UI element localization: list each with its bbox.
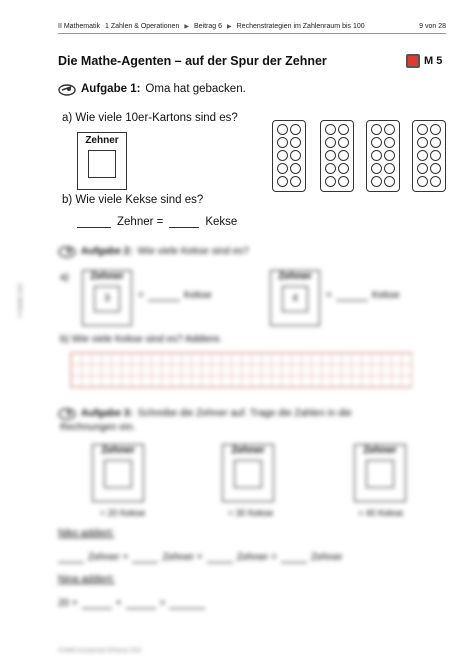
task1-text: Oma hat gebacken. [145, 83, 246, 95]
answer-blank[interactable] [82, 598, 112, 609]
task1-label: Aufgabe 1: [81, 83, 141, 95]
zehner-box [270, 270, 320, 326]
task3-heading [58, 406, 352, 420]
magnifier-agent-icon [58, 244, 76, 258]
zehner-count: 3 [94, 286, 120, 312]
task2-part-a: a) [60, 272, 69, 283]
task3-text-1: Schreibe die Zehner auf. Trage die Zahlen in die [137, 407, 352, 419]
task2-eq1: = Kekse [138, 290, 212, 301]
zehner-box: Zehner [222, 444, 274, 502]
task2-label: Aufgabe 2: [81, 245, 133, 257]
zehner-box-label: Zehner [85, 135, 119, 146]
breadcrumb-article: Beitrag 6 [193, 23, 222, 30]
zehner-box: Zehner [92, 444, 144, 502]
answer-blank[interactable] [281, 552, 307, 563]
answer-blank[interactable] [207, 552, 233, 563]
answer-blank[interactable] [132, 552, 158, 563]
magnifier-agent-icon [58, 406, 76, 420]
task3-text-2: Rechnungen ein. [60, 422, 136, 433]
task3-label: Aufgabe 3: [81, 407, 133, 419]
material-badge-label: M 5 [424, 55, 443, 67]
page-footer: 27/4060 Grundschule 6/Februar 2022 [58, 648, 142, 654]
zehner-count: 4 [282, 286, 308, 312]
zehner-box [82, 270, 132, 326]
niko-equation: Zehner + Zehner + Zehner = Zehner [58, 552, 343, 563]
task2-question-b: b) Wie viele Kekse sind es? Addiere. [60, 334, 223, 345]
answer-blank[interactable] [169, 598, 205, 609]
answer-blank[interactable] [126, 598, 156, 609]
breadcrumb-topic: Rechenstrategien im Zahlenraum bis 100 [236, 23, 365, 30]
arrow-right-icon: ▶ [184, 24, 189, 30]
eq-kekse-label: Kekse [205, 216, 238, 228]
task2-text: Wie viele Kekse sind es? [137, 245, 249, 257]
task2-heading [58, 244, 249, 258]
caption-30: = 30 Kekse [228, 508, 274, 518]
zehner-box-label: Zehner [90, 271, 124, 282]
nina-equation: 20 + + = [58, 598, 205, 609]
task2-eq2: = Kekse [326, 290, 400, 301]
task1-question-a: a) Wie viele 10er-Kartons sind es? [62, 112, 238, 124]
caption-40: = 40 Kekse [358, 508, 404, 518]
eq-zehner-label: Zehner = [117, 216, 164, 228]
answer-blank[interactable] [148, 290, 180, 301]
page-title: Die Mathe-Agenten – auf der Spur der Zehner [58, 54, 327, 68]
zehner-box: Zehner [354, 444, 406, 502]
answer-square[interactable] [366, 460, 394, 488]
zehner-box-label: Zehner [278, 271, 312, 282]
copyright-note: © RAABE 2022 [18, 283, 24, 318]
breadcrumb-chapter: 1 Zahlen & Operationen [105, 23, 180, 30]
answer-blank[interactable] [336, 290, 368, 301]
caption-20: = 20 Kekse [100, 508, 146, 518]
arrow-right-icon: ▶ [227, 24, 232, 30]
page-counter: 9 von 28 [419, 23, 446, 30]
nina-label: Nina addiert: [58, 574, 115, 585]
task1-question-b: b) Wie viele Kekse sind es? [62, 194, 204, 206]
breadcrumb-subject: II Mathematik [58, 23, 101, 30]
writing-grid[interactable] [70, 352, 412, 388]
answer-square[interactable] [104, 460, 132, 488]
answer-square[interactable] [234, 460, 262, 488]
answer-blank[interactable] [58, 552, 84, 563]
niko-label: Niko addiert: [58, 528, 115, 539]
